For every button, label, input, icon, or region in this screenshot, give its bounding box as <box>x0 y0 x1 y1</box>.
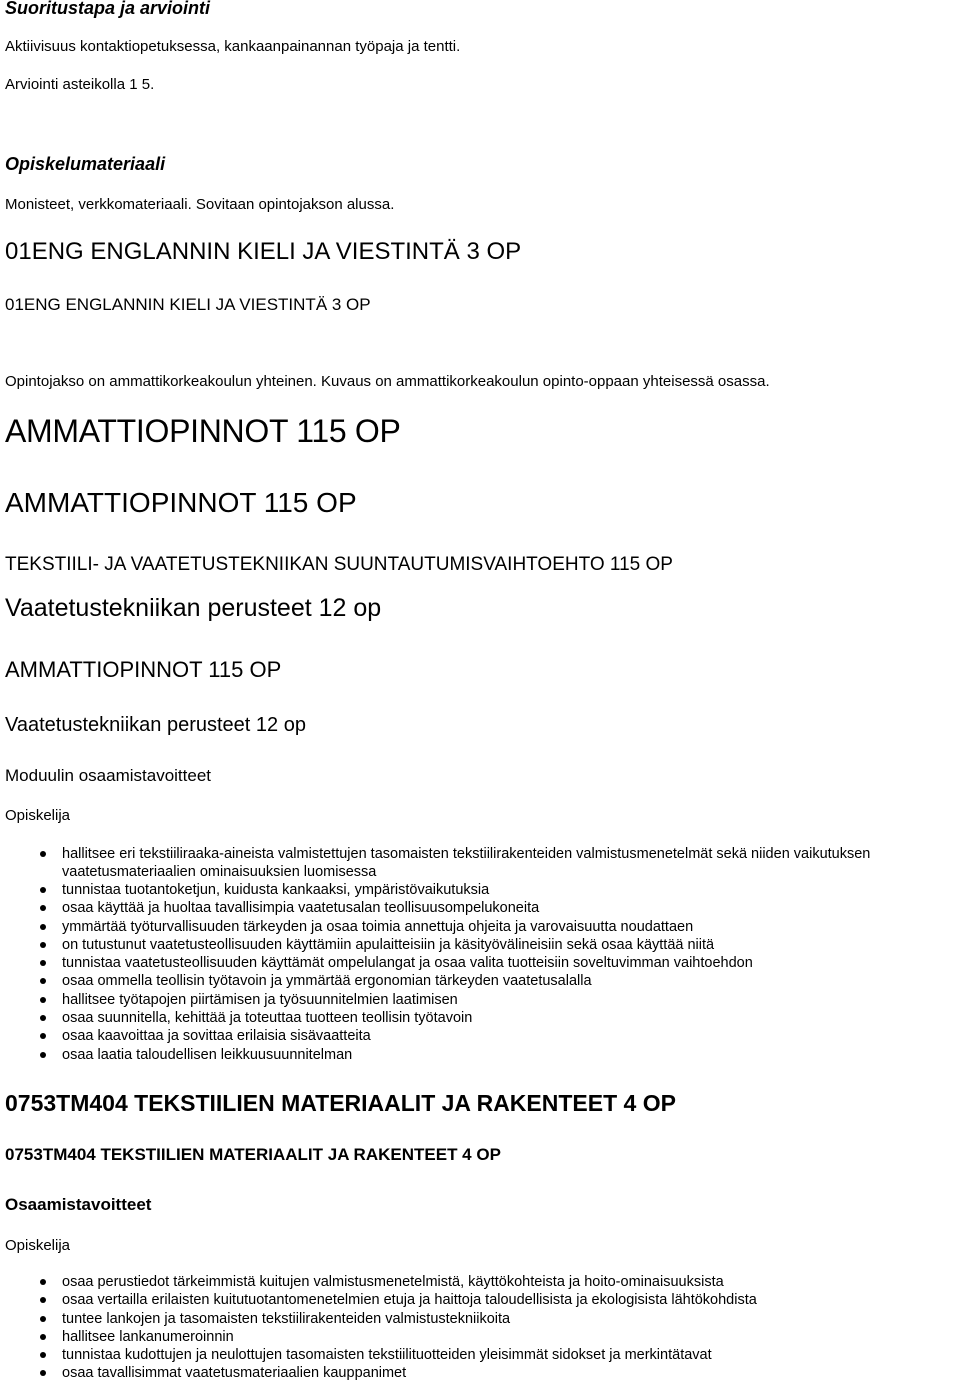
tekstiilit-heading-small: 0753TM404 TEKSTIILIEN MATERIAALIT JA RAKENTEET 4 OP <box>5 1145 501 1164</box>
list-item: tunnistaa vaatetusteollisuuden käyttämät ompelulangat ja osaa valita tuotteisiin soveltuvimman vaihtoehdon <box>40 954 960 972</box>
list-item: osaa kaavoittaa ja sovittaa erilaisia sisävaatteita <box>40 1027 960 1045</box>
list-item: tunnistaa tuotantoketjun, kuidusta kankaaksi, ympäristövaikutuksia <box>40 881 960 899</box>
list-item: ymmärtää työturvallisuuden tärkeyden ja osaa toimia annettuja ohjeita ja varovaisuutta noudattaen <box>40 918 960 936</box>
vaatetus-heading-1: Vaatetustekniikan perusteet 12 op <box>5 594 382 622</box>
list-item: on tutustunut vaatetusteollisuuden käyttämiin apulaitteisiin ja käsityövälineisiin sekä osaa käyttää niitä <box>40 936 960 954</box>
opiskelija-label: Opiskelija <box>5 807 71 824</box>
section-title-suoritustapa: Suoritustapa ja arviointi <box>5 0 211 18</box>
materiaali-text: Monisteet, verkkomateriaali. Sovitaan opintojakson alussa. <box>5 196 395 213</box>
eng-heading-large: 01ENG ENGLANNIN KIELI JA VIESTINTÄ 3 OP <box>5 238 522 265</box>
list-item: osaa tavallisimmat vaatetusmateriaalien kauppanimet <box>40 1364 757 1382</box>
osaamistavoitteet-title: Osaamistavoitteet <box>5 1195 152 1214</box>
list-item: tunnistaa kudottujen ja neulottujen tasomaisten tekstiilituotteiden yleisimmät sidokset ja merkintätavat <box>40 1346 757 1364</box>
section-title-opiskelumateriaali: Opiskelumateriaali <box>5 154 166 174</box>
ammatti-heading-2: AMMATTIOPINNOT 115 OP <box>5 487 357 518</box>
arviointi-text: Arviointi asteikolla 1 5. <box>5 76 155 93</box>
suoritustapa-text: Aktiivisuus kontaktiopetuksessa, kankaanpainannan työpaja ja tentti. <box>5 38 461 55</box>
list-item: hallitsee työtapojen piirtämisen ja työsuunnitelmien laatimisen <box>40 991 960 1009</box>
list-item: osaa suunnitella, kehittää ja toteuttaa tuotteen teollisin työtavoin <box>40 1009 960 1027</box>
tekstiilit-heading-large: 0753TM404 TEKSTIILIEN MATERIAALIT JA RAKENTEET 4 OP <box>5 1090 676 1116</box>
eng-note: Opintojakso on ammattikorkeakoulun yhteinen. Kuvaus on ammattikorkeakoulun opinto-oppaan yhteisessä osassa. <box>5 373 770 390</box>
suuntautumis-heading: TEKSTIILI- JA VAATETUSTEKNIIKAN SUUNTAUTUMISVAIHTOEHTO 115 OP <box>5 554 673 575</box>
list-item: hallitsee lankanumeroinnin <box>40 1328 757 1346</box>
ammatti-heading-3: AMMATTIOPINNOT 115 OP <box>5 657 282 682</box>
moduuli-list <box>40 845 960 1064</box>
list-item: osaa käyttää ja huoltaa tavallisimpia vaatetusalan teollisuusompelukoneita <box>40 899 960 917</box>
list-item: osaa perustiedot tärkeimmistä kuitujen valmistusmenetelmistä, käyttökohteista ja hoito-ominaisuuksista <box>40 1273 757 1291</box>
list-item: osaa laatia taloudellisen leikkuusuunnitelman <box>40 1046 960 1064</box>
vaatetus-heading-2: Vaatetustekniikan perusteet 12 op <box>5 714 306 736</box>
ammatti-heading-1: AMMATTIOPINNOT 115 OP <box>5 413 401 449</box>
list-item: osaa vertailla erilaisten kuitutuotantomenetelmien etuja ja haittoja taloudellisista ja ekologisista lähtökohdista <box>40 1291 757 1309</box>
list-item: tuntee lankojen ja tasomaisten tekstiilirakenteiden valmistustekniikoita <box>40 1310 757 1328</box>
list-item: hallitsee eri tekstiiliraaka-aineista valmistettujen tasomaisten tekstiilirakenteiden valmistusmenetelmät sekä niiden vaikutuksen vaatetusmateriaalien ominaisuuksien luomisessa <box>40 845 960 881</box>
opiskelija-label-2: Opiskelija <box>5 1237 71 1254</box>
list-item: osaa ommella teollisin työtavoin ja ymmärtää ergonomian tärkeyden vaatetusalalla <box>40 972 960 990</box>
eng-heading-small: 01ENG ENGLANNIN KIELI JA VIESTINTÄ 3 OP <box>5 295 371 314</box>
osaamis-list <box>40 1273 757 1383</box>
moduulin-title: Moduulin osaamistavoitteet <box>5 766 212 785</box>
